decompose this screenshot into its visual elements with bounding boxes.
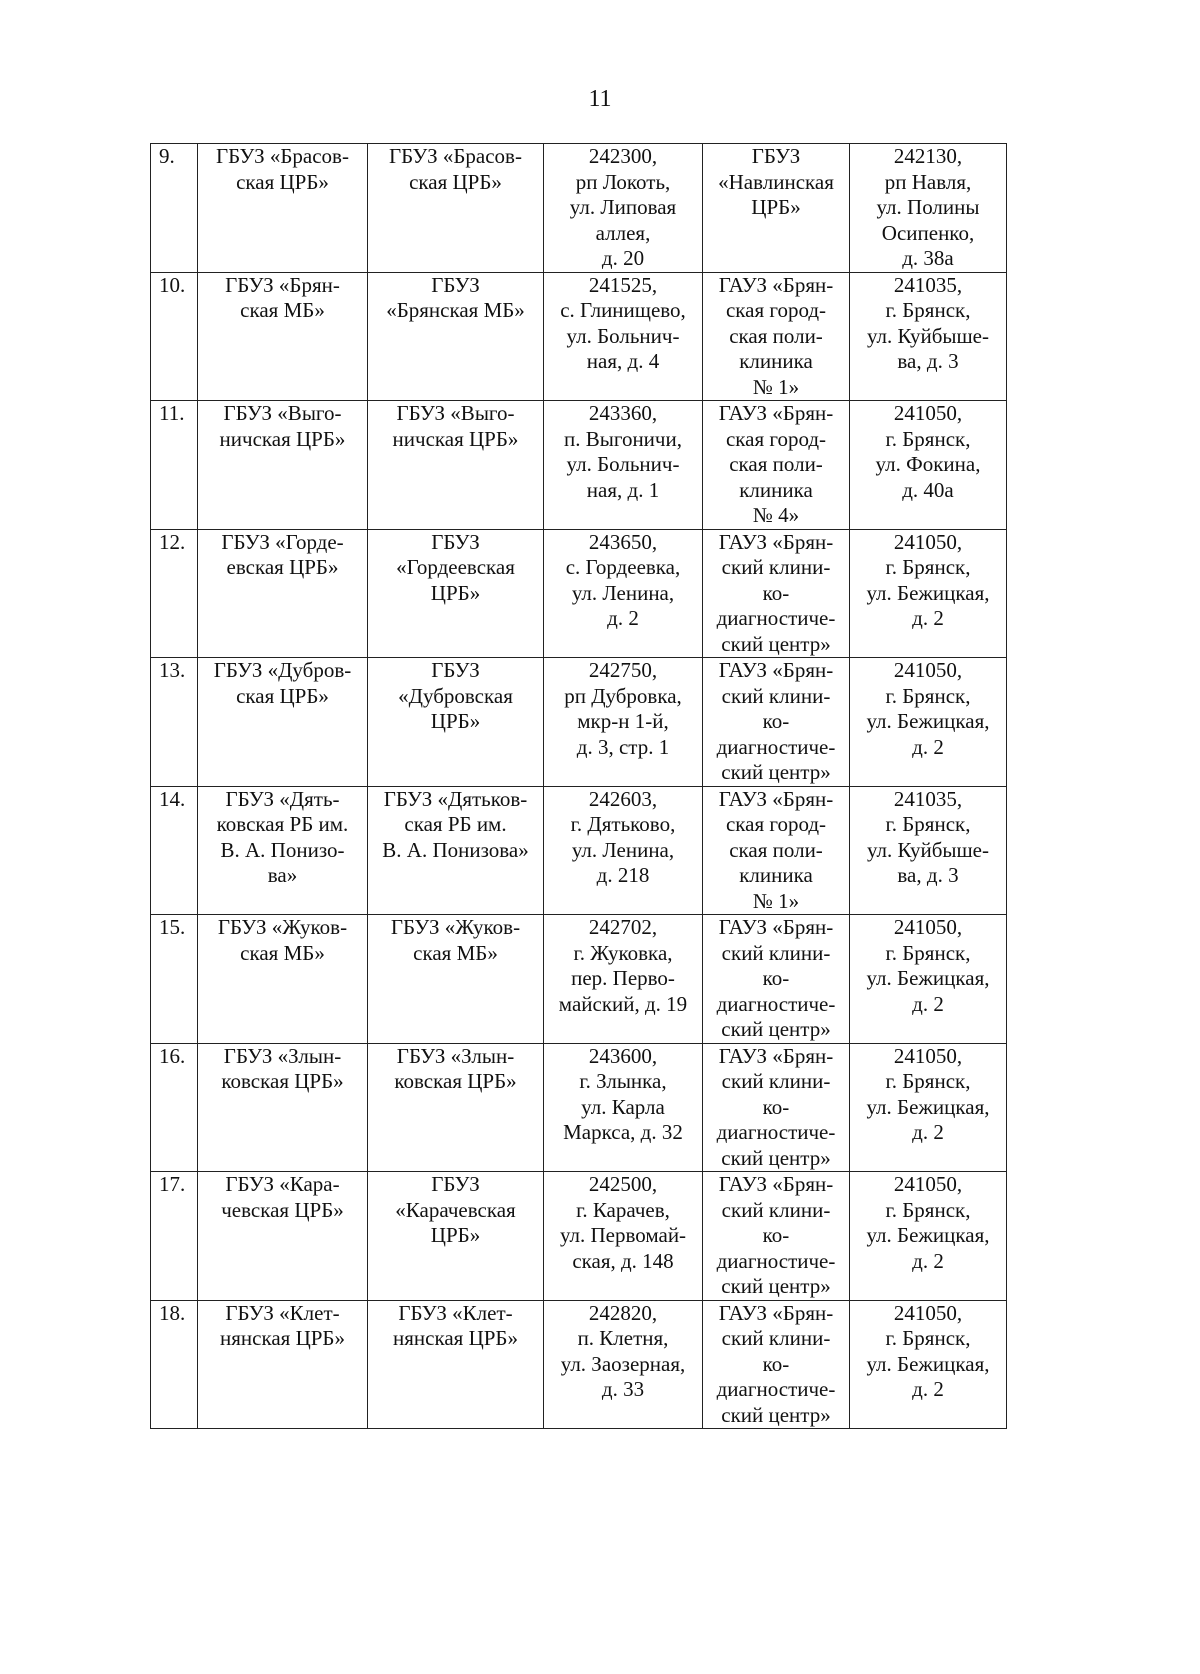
row-number-cell: 13. [151, 658, 198, 787]
row-number-cell: 9. [151, 144, 198, 273]
organization-cell: ГБУЗ «Злын- ковская ЦРБ» [198, 1043, 368, 1172]
table-row [151, 1043, 1007, 1172]
organization-cell: ГБУЗ «Жуков- ская МБ» [198, 915, 368, 1044]
table-row [151, 529, 1007, 658]
row-number-cell: 17. [151, 1172, 198, 1301]
address-cell: 243650, с. Гордеевка, ул. Ленина, д. 2 [544, 529, 703, 658]
address-cell: 242603, г. Дятьково, ул. Ленина, д. 218 [544, 786, 703, 915]
unit-cell: ГБУЗ «Гордеевская ЦРБ» [368, 529, 544, 658]
organization-cell: ГБУЗ «Брян- ская МБ» [198, 272, 368, 401]
attached-organization-cell: ГАУЗ «Брян- ский клини- ко- диагностиче- ский центр» [703, 529, 850, 658]
address-cell: 242702, г. Жуковка, пер. Перво- майский, д. 19 [544, 915, 703, 1044]
organization-cell: ГБУЗ «Выго- ничская ЦРБ» [198, 401, 368, 530]
attached-address-cell: 241050, г. Брянск, ул. Бежицкая, д. 2 [850, 1043, 1007, 1172]
table-row [151, 786, 1007, 915]
institutions-table-body [151, 144, 1007, 1429]
attached-address-cell: 241050, г. Брянск, ул. Бежицкая, д. 2 [850, 529, 1007, 658]
attached-address-cell: 241050, г. Брянск, ул. Фокина, д. 40а [850, 401, 1007, 530]
institutions-table [150, 143, 1007, 1429]
unit-cell: ГБУЗ «Жуков- ская МБ» [368, 915, 544, 1044]
address-cell: 242820, п. Клетня, ул. Заозерная, д. 33 [544, 1300, 703, 1429]
attached-address-cell: 241050, г. Брянск, ул. Бежицкая, д. 2 [850, 1300, 1007, 1429]
attached-organization-cell: ГАУЗ «Брян- ский клини- ко- диагностиче- ский центр» [703, 1043, 850, 1172]
table-row [151, 1172, 1007, 1301]
organization-cell: ГБУЗ «Кара- чевская ЦРБ» [198, 1172, 368, 1301]
address-cell: 241525, с. Глинищево, ул. Больнич- ная, д. 4 [544, 272, 703, 401]
address-cell: 242300, рп Локоть, ул. Липовая аллея, д. 20 [544, 144, 703, 273]
unit-cell: ГБУЗ «Дубровская ЦРБ» [368, 658, 544, 787]
unit-cell: ГБУЗ «Выго- ничская ЦРБ» [368, 401, 544, 530]
organization-cell: ГБУЗ «Брасов- ская ЦРБ» [198, 144, 368, 273]
unit-cell: ГБУЗ «Злын- ковская ЦРБ» [368, 1043, 544, 1172]
attached-address-cell: 241035, г. Брянск, ул. Куйбыше- ва, д. 3 [850, 272, 1007, 401]
attached-organization-cell: ГАУЗ «Брян- ский клини- ко- диагностиче- ский центр» [703, 658, 850, 787]
unit-cell: ГБУЗ «Дятьков- ская РБ им. В. А. Понизова» [368, 786, 544, 915]
attached-organization-cell: ГАУЗ «Брян- ская город- ская поли- клиника № 1» [703, 786, 850, 915]
attached-organization-cell: ГАУЗ «Брян- ский клини- ко- диагностиче- ский центр» [703, 915, 850, 1044]
row-number-cell: 15. [151, 915, 198, 1044]
table-row [151, 401, 1007, 530]
address-cell: 243600, г. Злынка, ул. Карла Маркса, д. 32 [544, 1043, 703, 1172]
row-number-cell: 16. [151, 1043, 198, 1172]
organization-cell: ГБУЗ «Дять- ковская РБ им. В. А. Понизо- ва» [198, 786, 368, 915]
address-cell: 242750, рп Дубровка, мкр-н 1-й, д. 3, стр. 1 [544, 658, 703, 787]
table-row [151, 915, 1007, 1044]
row-number-cell: 12. [151, 529, 198, 658]
organization-cell: ГБУЗ «Горде- евская ЦРБ» [198, 529, 368, 658]
row-number-cell: 14. [151, 786, 198, 915]
attached-organization-cell: ГАУЗ «Брян- ская город- ская поли- клиника № 4» [703, 401, 850, 530]
table-row [151, 1300, 1007, 1429]
row-number-cell: 18. [151, 1300, 198, 1429]
attached-organization-cell: ГБУЗ «Навлинская ЦРБ» [703, 144, 850, 273]
unit-cell: ГБУЗ «Брянская МБ» [368, 272, 544, 401]
organization-cell: ГБУЗ «Клет- нянская ЦРБ» [198, 1300, 368, 1429]
unit-cell: ГБУЗ «Клет- нянская ЦРБ» [368, 1300, 544, 1429]
attached-address-cell: 241050, г. Брянск, ул. Бежицкая, д. 2 [850, 915, 1007, 1044]
attached-address-cell: 241035, г. Брянск, ул. Куйбыше- ва, д. 3 [850, 786, 1007, 915]
unit-cell: ГБУЗ «Карачевская ЦРБ» [368, 1172, 544, 1301]
organization-cell: ГБУЗ «Дубров- ская ЦРБ» [198, 658, 368, 787]
row-number-cell: 11. [151, 401, 198, 530]
attached-organization-cell: ГАУЗ «Брян- ский клини- ко- диагностиче- ский центр» [703, 1300, 850, 1429]
attached-organization-cell: ГАУЗ «Брян- ская город- ская поли- клиника № 1» [703, 272, 850, 401]
attached-address-cell: 242130, рп Навля, ул. Полины Осипенко, д. 38а [850, 144, 1007, 273]
table-row [151, 272, 1007, 401]
attached-address-cell: 241050, г. Брянск, ул. Бежицкая, д. 2 [850, 1172, 1007, 1301]
address-cell: 243360, п. Выгоничи, ул. Больнич- ная, д. 1 [544, 401, 703, 530]
attached-address-cell: 241050, г. Брянск, ул. Бежицкая, д. 2 [850, 658, 1007, 787]
attached-organization-cell: ГАУЗ «Брян- ский клини- ко- диагностиче- ский центр» [703, 1172, 850, 1301]
row-number-cell: 10. [151, 272, 198, 401]
table-row [151, 144, 1007, 273]
address-cell: 242500, г. Карачев, ул. Первомай- ская, д. 148 [544, 1172, 703, 1301]
table-row [151, 658, 1007, 787]
unit-cell: ГБУЗ «Брасов- ская ЦРБ» [368, 144, 544, 273]
page-number: 11 [588, 86, 612, 112]
